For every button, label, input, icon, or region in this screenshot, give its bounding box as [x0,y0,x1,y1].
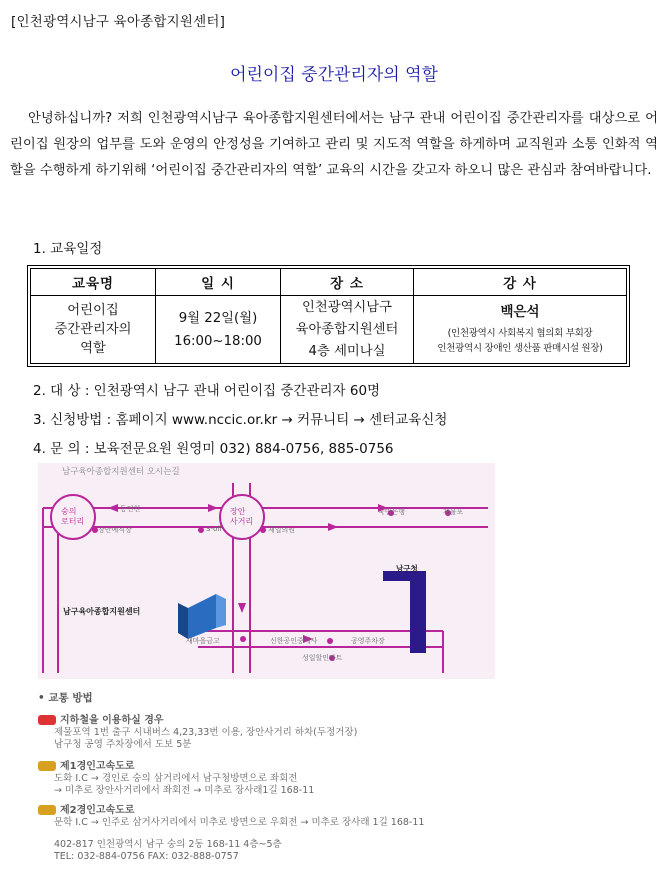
label-saemaeul: 새마을금고 [186,637,220,645]
course-line: 어린이집 [67,303,119,318]
namgu-office-shape [383,571,426,653]
transport-heading: • 교통 방법 [38,692,93,704]
label-jeil: 제일의원 [268,526,296,534]
center-building-icon [178,594,226,639]
header-place: 장 소 [281,269,414,296]
car-icon [38,805,56,815]
label-gongyoung: 공영주차장 [351,637,385,645]
label-sungil: 성일할인마트 [302,654,343,662]
place-line: 4층 세미나실 [308,344,386,359]
address: 402-817 인천광역시 남구 숭의 2동 168-11 4층~5층 [54,839,282,850]
cell-datetime [156,296,281,364]
cell-course [31,296,156,364]
lecturer-name: 백은석 [500,304,540,320]
directions-map [38,463,495,679]
address-block [38,839,508,863]
info-target: 2. 대 상 : 인천광역시 남구 관내 어린이집 중간관리자 60명 [33,383,381,399]
transport-hw2: 제2경인고속도로 문학 I.C → 인주로 삼거사거리에서 미추로 방면으로 우회전 → 미추로 장사래 1길 168-11 [38,805,508,829]
label-soil: S-oil [206,525,222,533]
tel-fax: TEL: 032-884-0756 FAX: 032-888-0757 [54,851,239,862]
cell-place [281,296,414,364]
info-contact: 4. 문 의 : 보육전문요원 원영미 032) 884-0756, 885-0756 [33,441,394,457]
label-jangan: 장안예식장 [98,526,132,534]
intro-paragraph [10,106,658,184]
info-apply: 3. 신청방법 : 홈페이지 www.nccic.or.kr → 커뮤니티 → 센터교육신청 [33,412,448,428]
transport-info [38,690,508,863]
map-graphic [38,463,495,679]
intro-text: 안녕하십니까? 저희 인천광역시남구 육아종합지원센터에서는 남구 관내 어린이집 중간관리자를 대상으로 어린이집 원장의 업무를 도와 운영의 안정성을 기여하고 관리 및 지도적 역할을 하게하며 교직원과 소통 인화적 역할을 수행하게 하기위해 ‘어린이집 중간관리자의 역할’ 교육의 시간을 갖고자 하오니 많은 관심과 참여바랍니다. [10,111,658,178]
place-line: 인천광역시남구 [302,300,392,315]
place-line: 육아종합지원센터 [295,322,399,337]
page-title: 어린이집 중간관리자의 역할 [230,65,438,85]
lecturer-role: (인천광역시 사회복지 협의회 부회장 [447,328,593,339]
course-line: 역할 [80,341,106,356]
subway-icon [38,715,56,725]
lecturer-role: 인천광역시 장애인 생산품 판매시설 원장) [437,343,603,354]
section-schedule-heading: 1. 교육일정 [33,241,103,257]
transport-subway: 지하철을 이용하실 경우 제물포역 1번 출구 시내버스 4,23,33번 이용, 장안사거리 하차(두정거장) 남구청 공영 주차장에서 도보 5분 [38,715,508,751]
rotary-label: 숭의 로터리 [61,507,85,526]
label-center: 남구육아종합지원센터 [63,607,141,616]
header-datetime: 일 시 [156,269,281,296]
label-namgu-office: 남구청 [396,564,418,573]
label-sinhan: 신한공인중개사 [270,637,318,645]
label-kookmin: 국민은행 [378,508,406,516]
org-header: [인천광역시남구 육아종합지원센터] [11,14,226,30]
car-icon [38,761,56,771]
crossroad-label: 장안 사거리 [230,507,254,526]
label-dongincheon: 동인천 [120,505,141,513]
time-line: 16:00~18:00 [174,333,262,349]
schedule-table-frame [27,265,630,367]
map-heading: 남구육아종합지원센터 오시는길 [58,465,184,477]
schedule-table [30,268,627,364]
course-line: 중간관리자의 [54,322,132,337]
header-course: 교육명 [31,269,156,296]
cell-lecturer [414,296,627,364]
date-line: 9월 22일(월) [178,310,258,326]
label-jebulpo: 제물포 [443,508,464,516]
table-row [31,296,627,364]
header-lecturer: 강 사 [414,269,627,296]
transport-hw1: 제1경인고속도로 도화 I.C → 경인로 숭의 삼거리에서 남구청방면으로 좌회전 → 미추로 장안사거리에서 좌회전 → 미추로 장사래1길 168-11 [38,761,508,797]
table-header-row [31,269,627,296]
